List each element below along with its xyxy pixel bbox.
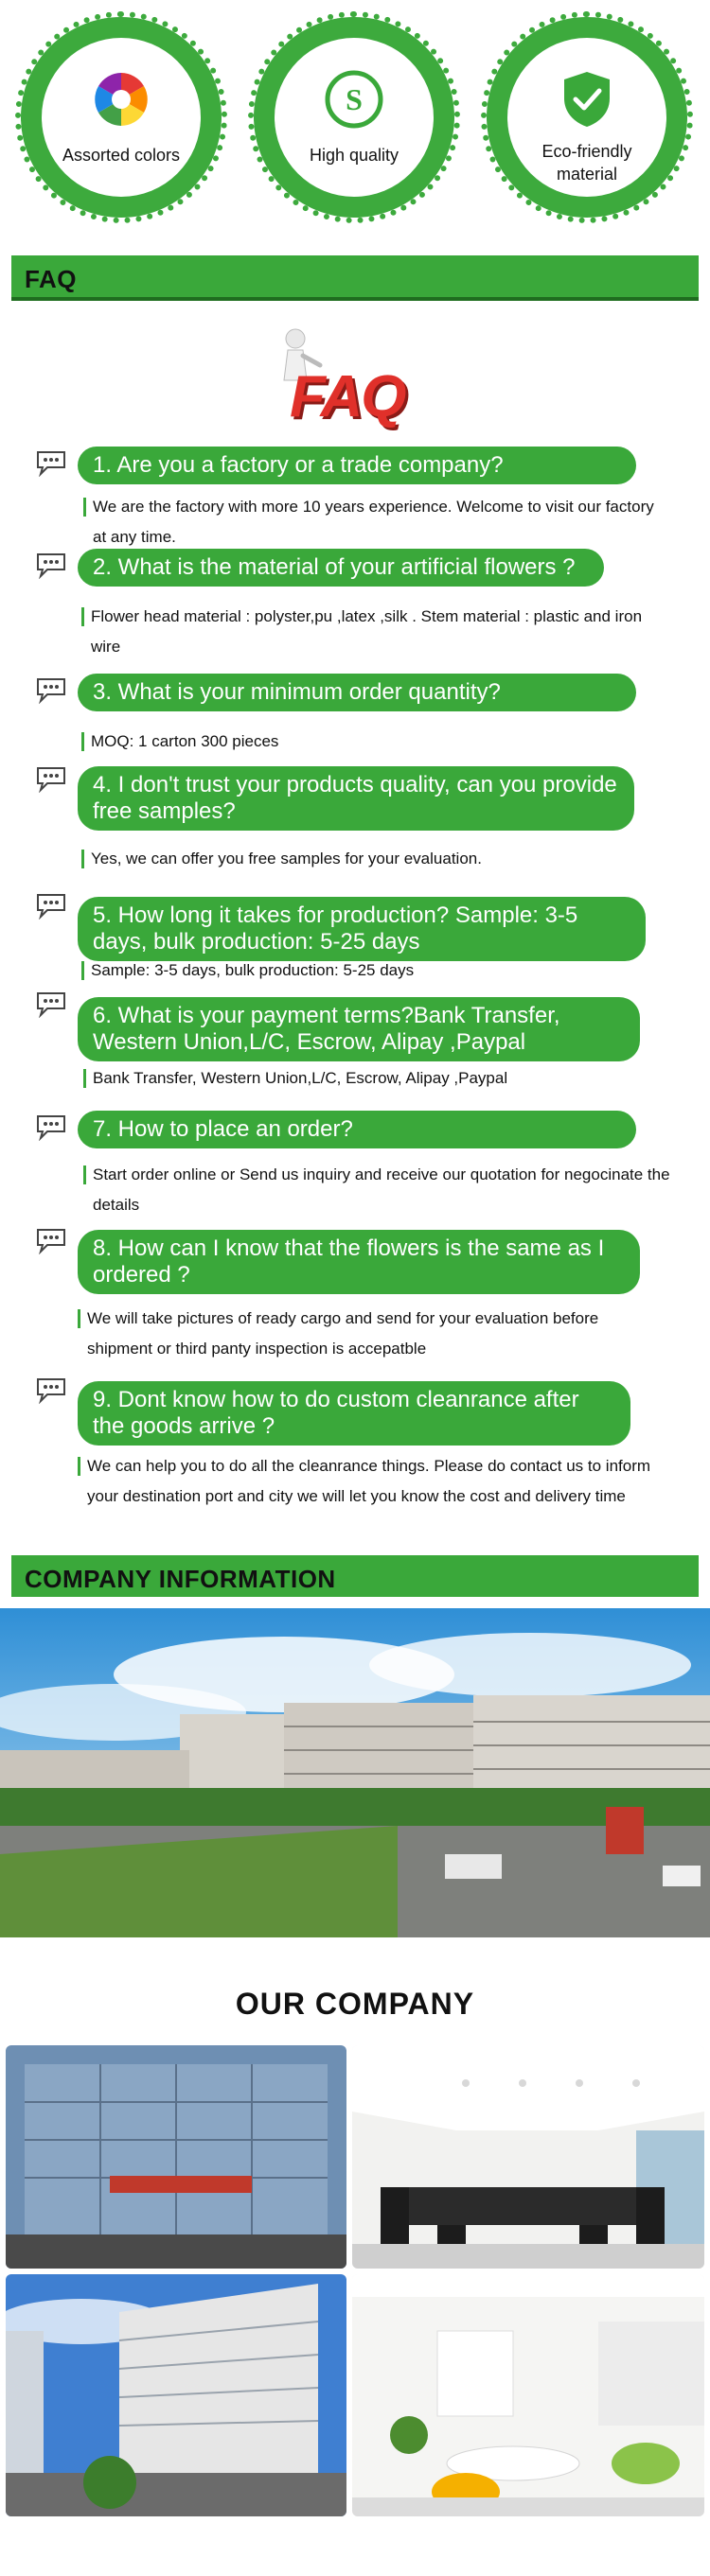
company-section-header xyxy=(11,1555,699,1597)
faq-section-header xyxy=(11,255,699,301)
speech-bubble-icon xyxy=(34,990,68,1018)
feature-label: Eco-friendly material xyxy=(541,142,632,184)
faq-answer: Yes, we can offer you free samples for your evaluation. xyxy=(81,844,659,874)
faq-answer: We are the factory with more 10 years experience. Welcome to visit our factory at any time. xyxy=(83,492,670,552)
company-photo-building xyxy=(6,2274,346,2516)
faq-answer: Sample: 3-5 days, bulk production: 5-25 days xyxy=(81,955,659,986)
our-company-title: OUR COMPANY xyxy=(235,1987,475,2021)
faq-answer: We will take pictures of ready cargo and send for your evaluation before shipment or third panty inspection is accepatble xyxy=(78,1304,655,1364)
feature-badge-assorted-colors xyxy=(21,17,222,218)
company-section-title: COMPANY INFORMATION xyxy=(25,1565,336,1593)
faq-question: 7. How to place an order? xyxy=(78,1111,636,1148)
faq-question: 8. How can I know that the flowers is the same as I ordered ? xyxy=(78,1230,640,1294)
faq-question: 5. How long it takes for production? Sample: 3-5 days, bulk production: 5-25 days xyxy=(78,897,646,961)
speech-bubble-icon xyxy=(34,1113,68,1141)
faq-logo-text: FAQ xyxy=(290,364,405,429)
company-photo-meeting-room xyxy=(352,2045,704,2269)
speech-bubble-icon xyxy=(34,764,68,793)
speech-bubble-icon xyxy=(34,1376,68,1404)
faq-logo xyxy=(275,327,445,431)
faq-answer: MOQ: 1 carton 300 pieces xyxy=(81,727,659,757)
faq-answer: Bank Transfer, Western Union,L/C, Escrow, Alipay ,Paypal xyxy=(83,1063,661,1094)
faq-answer: Start order online or Send us inquiry and receive our quotation for negocinate the details xyxy=(83,1160,689,1220)
faq-answer: Flower head material : polyster,pu ,latex ,silk . Stem material : plastic and iron wire xyxy=(81,602,659,662)
speech-bubble-icon xyxy=(34,551,68,579)
feature-label: Assorted colors xyxy=(62,146,181,165)
speech-bubble-icon xyxy=(34,675,68,704)
speech-bubble-icon xyxy=(34,891,68,920)
feature-badge-high-quality xyxy=(254,17,454,218)
faq-question: 2. What is the material of your artificial flowers ? xyxy=(78,549,604,587)
faq-answer: We can help you to do all the cleanrance things. Please do contact us to inform your destination port and city we will let you know the cost and delivery time xyxy=(78,1451,665,1512)
speech-bubble-icon xyxy=(34,448,68,477)
speech-bubble-icon xyxy=(34,1226,68,1254)
shield-check-icon xyxy=(560,70,613,129)
color-wheel-icon xyxy=(92,70,151,129)
faq-question: 6. What is your payment terms?Bank Transfer, Western Union,L/C, Escrow, Alipay ,Paypal xyxy=(78,997,640,1061)
faq-question: 9. Dont know how to do custom cleanrance after the goods arrive ? xyxy=(78,1381,630,1446)
feature-badge-eco-friendly xyxy=(487,17,687,218)
quality-seal-icon xyxy=(325,70,383,129)
faq-question: 3. What is your minimum order quantity? xyxy=(78,674,636,711)
faq-question: 4. I don't trust your products quality, can you provide free samples? xyxy=(78,766,634,831)
company-campus-photo xyxy=(0,1608,710,1937)
faq-section-title: FAQ xyxy=(25,265,77,293)
svg-text:S: S xyxy=(346,82,363,116)
company-photo-entrance xyxy=(6,2045,346,2269)
feature-label: High quality xyxy=(309,146,399,165)
faq-question: 1. Are you a factory or a trade company? xyxy=(78,447,636,484)
company-photo-lounge xyxy=(352,2274,704,2516)
